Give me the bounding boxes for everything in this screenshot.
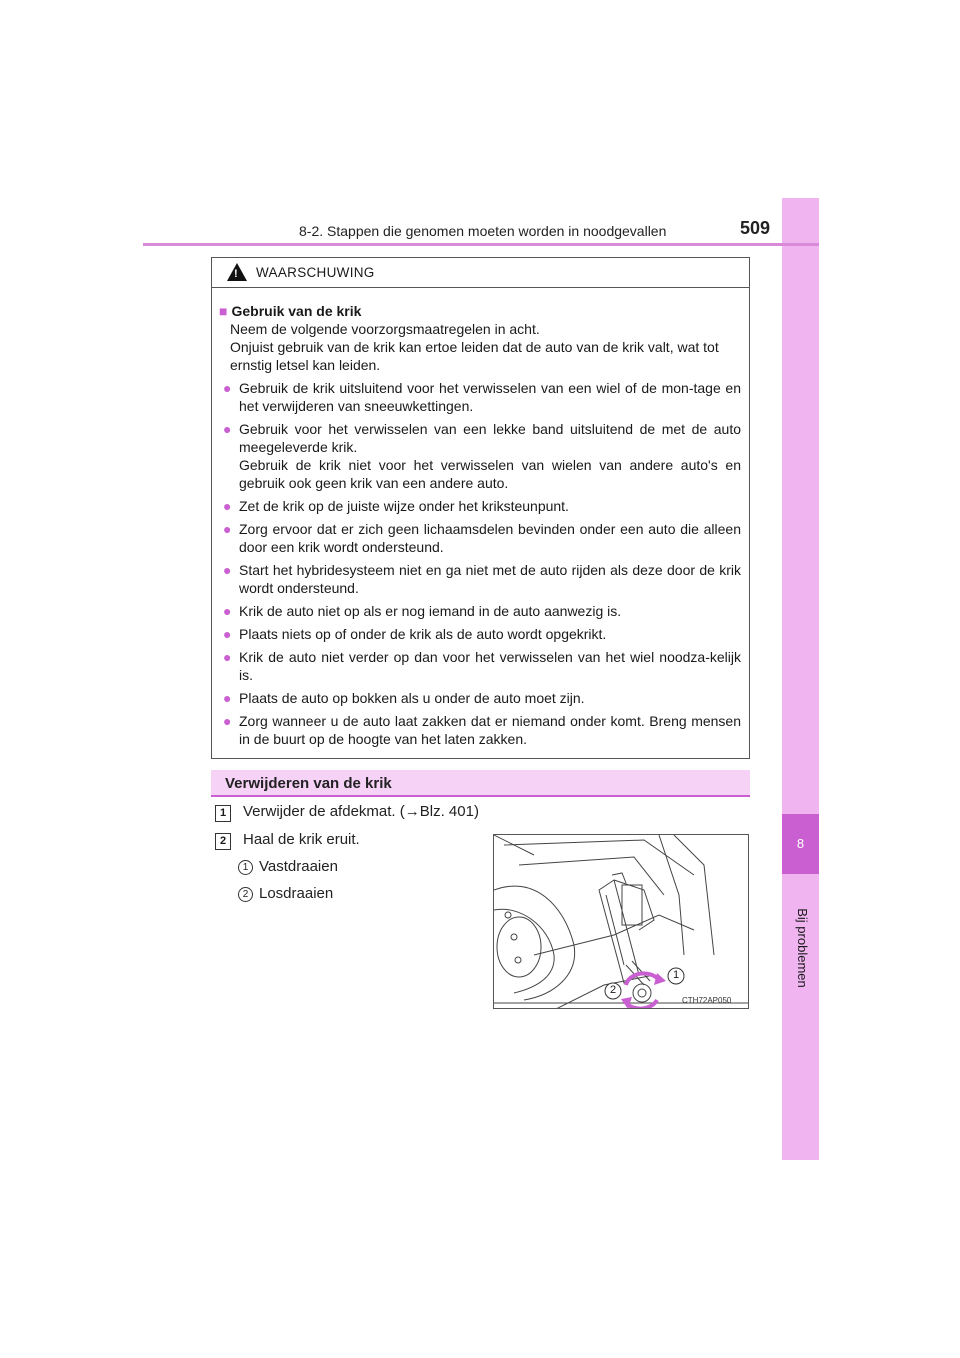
list-item: ● Start het hybridesysteem niet en ga niet met de auto rijden als deze door de krik wordt ondersteund. <box>219 561 741 597</box>
bullet-icon: ● <box>223 690 232 706</box>
step-text: Haal de krik eruit. <box>243 831 360 848</box>
list-item: ● Zorg ervoor dat er zich geen lichaamsdelen bevinden onder een auto die alleen door een krik wordt ondersteund. <box>219 520 741 556</box>
warning-box <box>211 257 750 759</box>
list-item: ● Gebruik de krik uitsluitend voor het verwisselen van een wiel of de mon-tage en het verwijderen van sneeuwkettingen. <box>219 379 741 415</box>
bullet-icon: ● <box>223 421 232 437</box>
bullet-icon: ● <box>223 380 232 396</box>
warning-icon <box>227 263 247 281</box>
page-number: 509 <box>740 218 771 238</box>
chapter-title: Bij problemen <box>795 908 810 988</box>
list-item: ● Krik de auto niet verder op dan voor het verwisselen van het wiel noodza-kelijk is. <box>219 648 741 684</box>
list-item: ● Zorg wanneer u de auto laat zakken dat er niemand onder komt. Breng mensen in de buurt op de hoogte van het laten zakken. <box>219 712 741 748</box>
bullet-icon: ● <box>223 521 232 537</box>
bullet-icon: ● <box>223 498 232 514</box>
list-item: ● Zet de krik op de juiste wijze onder het kriksteunpunt. <box>219 497 741 515</box>
warning-intro-2: Onjuist gebruik van de krik kan ertoe leiden dat de auto van de krik valt, wat tot ernstig letsel kan leiden. <box>230 339 719 373</box>
chapter-side-tab <box>782 198 819 1160</box>
step-number-box: 1 <box>215 805 231 822</box>
step-number-box: 2 <box>215 833 231 850</box>
list-item: ● Plaats niets op of onder de krik als de auto wordt opgekrikt. <box>219 625 741 643</box>
callout-label-1: 1 <box>673 969 680 981</box>
bullet-icon: ● <box>223 649 232 665</box>
warning-body <box>212 288 749 748</box>
warning-header <box>212 258 749 288</box>
callout-label-2: 2 <box>610 984 617 996</box>
list-item: ● Plaats de auto op bokken als u onder de auto moet zijn. <box>219 689 741 707</box>
section-bar <box>211 770 750 797</box>
step-text: Verwijder de afdekmat. (→Blz. 401) <box>243 803 479 820</box>
chapter-number: 8 <box>782 814 819 874</box>
bullet-icon: ● <box>223 713 232 729</box>
header-rule <box>143 243 819 246</box>
warning-title: WAARSCHUWING <box>256 265 375 280</box>
list-item: ● Gebruik voor het verwisselen van een lekke band uitsluitend de met de auto meegeleverde krik. Gebruik de krik niet voor het verwisselen van wielen van andere auto's en gebruik ook geen krik van een andere auto. <box>219 420 741 492</box>
warning-bullet-list <box>219 379 741 748</box>
callout-circle-icon: 2 <box>238 887 253 902</box>
sub-item-tighten: 1 Vastdraaien <box>238 858 338 875</box>
bullet-icon: ● <box>223 603 232 619</box>
jack-illustration <box>493 834 749 1009</box>
callout-circle-icon: 1 <box>238 860 253 875</box>
page-header <box>143 215 819 247</box>
list-item: ● Krik de auto niet op als er nog iemand in de auto aanwezig is. <box>219 602 741 620</box>
warning-intro-1: Neem de volgende voorzorgsmaatregelen in acht. <box>230 321 540 337</box>
section-heading: 8-2. Stappen die genomen moeten worden in noodgevallen <box>299 223 667 239</box>
warning-subheading: ■ Gebruik van de krik <box>219 303 362 319</box>
sub-item-loosen: 2 Losdraaien <box>238 885 333 902</box>
bullet-icon: ● <box>223 562 232 578</box>
bullet-icon: ● <box>223 626 232 642</box>
figure-code: CTH72AP050 <box>682 996 732 1005</box>
jack-drawing <box>494 835 749 1009</box>
section-title: Verwijderen van de krik <box>225 775 392 792</box>
square-bullet-icon: ■ <box>219 303 228 319</box>
